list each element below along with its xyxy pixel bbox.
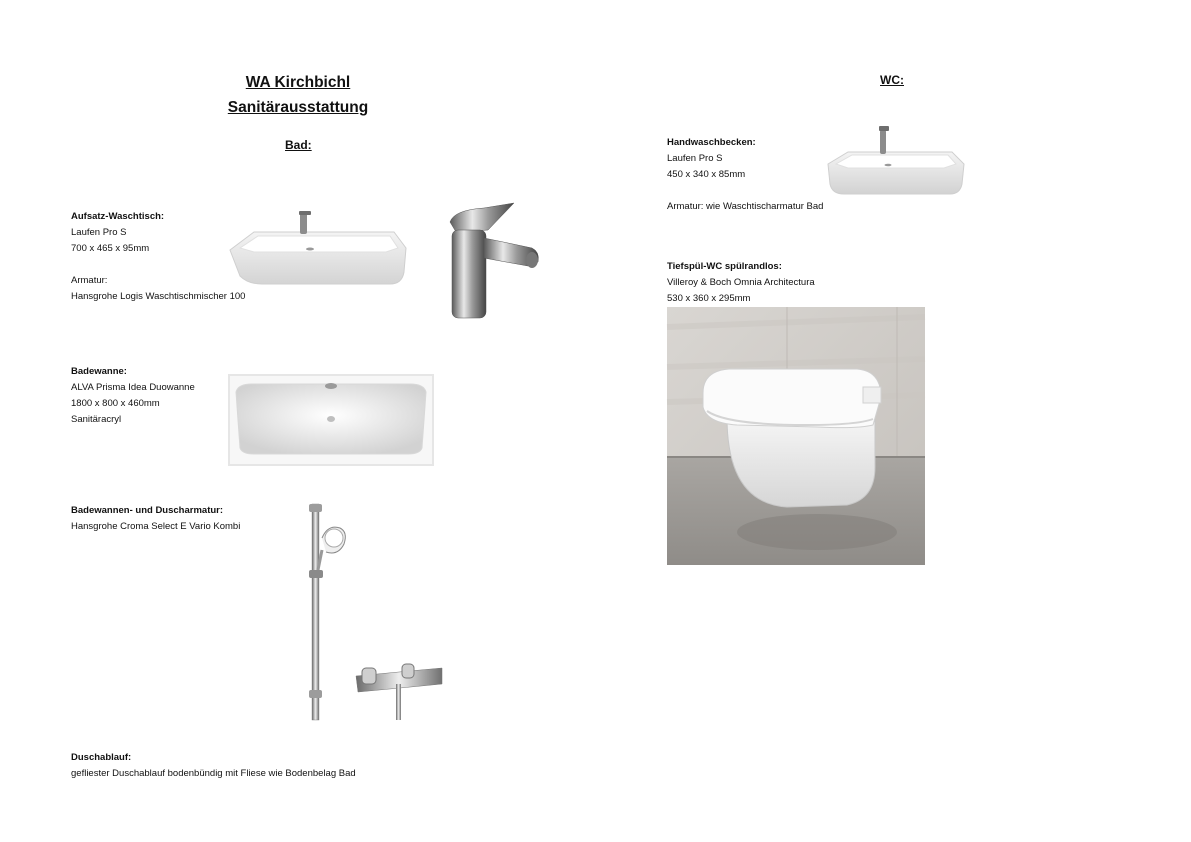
handwaschbecken-size: 450 x 340 x 85mm: [667, 169, 746, 180]
document-subtitle: Sanitärausstattung: [227, 99, 369, 116]
faucet-image: [444, 200, 544, 320]
waschtisch-info: [71, 209, 245, 305]
duscharmatur-info: [71, 503, 240, 535]
badewanne-info: [71, 364, 195, 428]
badewanne-model: ALVA Prisma Idea Duowanne: [71, 382, 195, 393]
duscharmatur-model: Hansgrohe Croma Select E Vario Kombi: [71, 521, 241, 532]
document-title: WA Kirchbichl: [245, 74, 351, 91]
duschablauf-info: [71, 750, 356, 782]
handwaschbecken-armatur: Armatur: wie Waschtischarmatur Bad: [667, 201, 824, 212]
toilet-photo: [667, 307, 925, 565]
handwaschbecken-info: [667, 135, 823, 215]
handwaschbecken-model: Laufen Pro S: [667, 153, 723, 164]
waschtisch-label: Aufsatz-Waschtisch:: [71, 211, 165, 222]
duschablauf-label: Duschablauf:: [71, 752, 132, 763]
waschtisch-size: 700 x 465 x 95mm: [71, 243, 150, 254]
section-heading-bad: Bad:: [285, 138, 312, 152]
section-heading-wc: WC:: [880, 73, 904, 87]
waschtisch-armatur-label: Armatur:: [71, 275, 108, 286]
bathtub-image: [228, 374, 434, 466]
badewanne-label: Badewanne:: [71, 366, 127, 377]
hand-basin-image: [826, 124, 966, 198]
waschtisch-armatur: Hansgrohe Logis Waschtischmischer 100: [71, 291, 246, 302]
tiefspuel-wc-size: 530 x 360 x 295mm: [667, 293, 751, 304]
duscharmatur-label: Badewannen- und Duscharmatur:: [71, 505, 224, 516]
tiefspuel-wc-label: Tiefspül-WC spülrandlos:: [667, 261, 782, 272]
badewanne-size: 1800 x 800 x 460mm: [71, 398, 160, 409]
shower-set-image: [296, 502, 446, 722]
washbasin-image: [226, 208, 410, 290]
tiefspuel-wc-model: Villeroy & Boch Omnia Architectura: [667, 277, 815, 288]
duschablauf-text: gefliester Duschablauf bodenbündig mit Fliese wie Bodenbelag Bad: [71, 768, 356, 779]
tiefspuel-wc-info: [667, 259, 815, 307]
badewanne-material: Sanitäracryl: [71, 414, 122, 425]
handwaschbecken-label: Handwaschbecken:: [667, 137, 756, 148]
waschtisch-model: Laufen Pro S: [71, 227, 127, 238]
